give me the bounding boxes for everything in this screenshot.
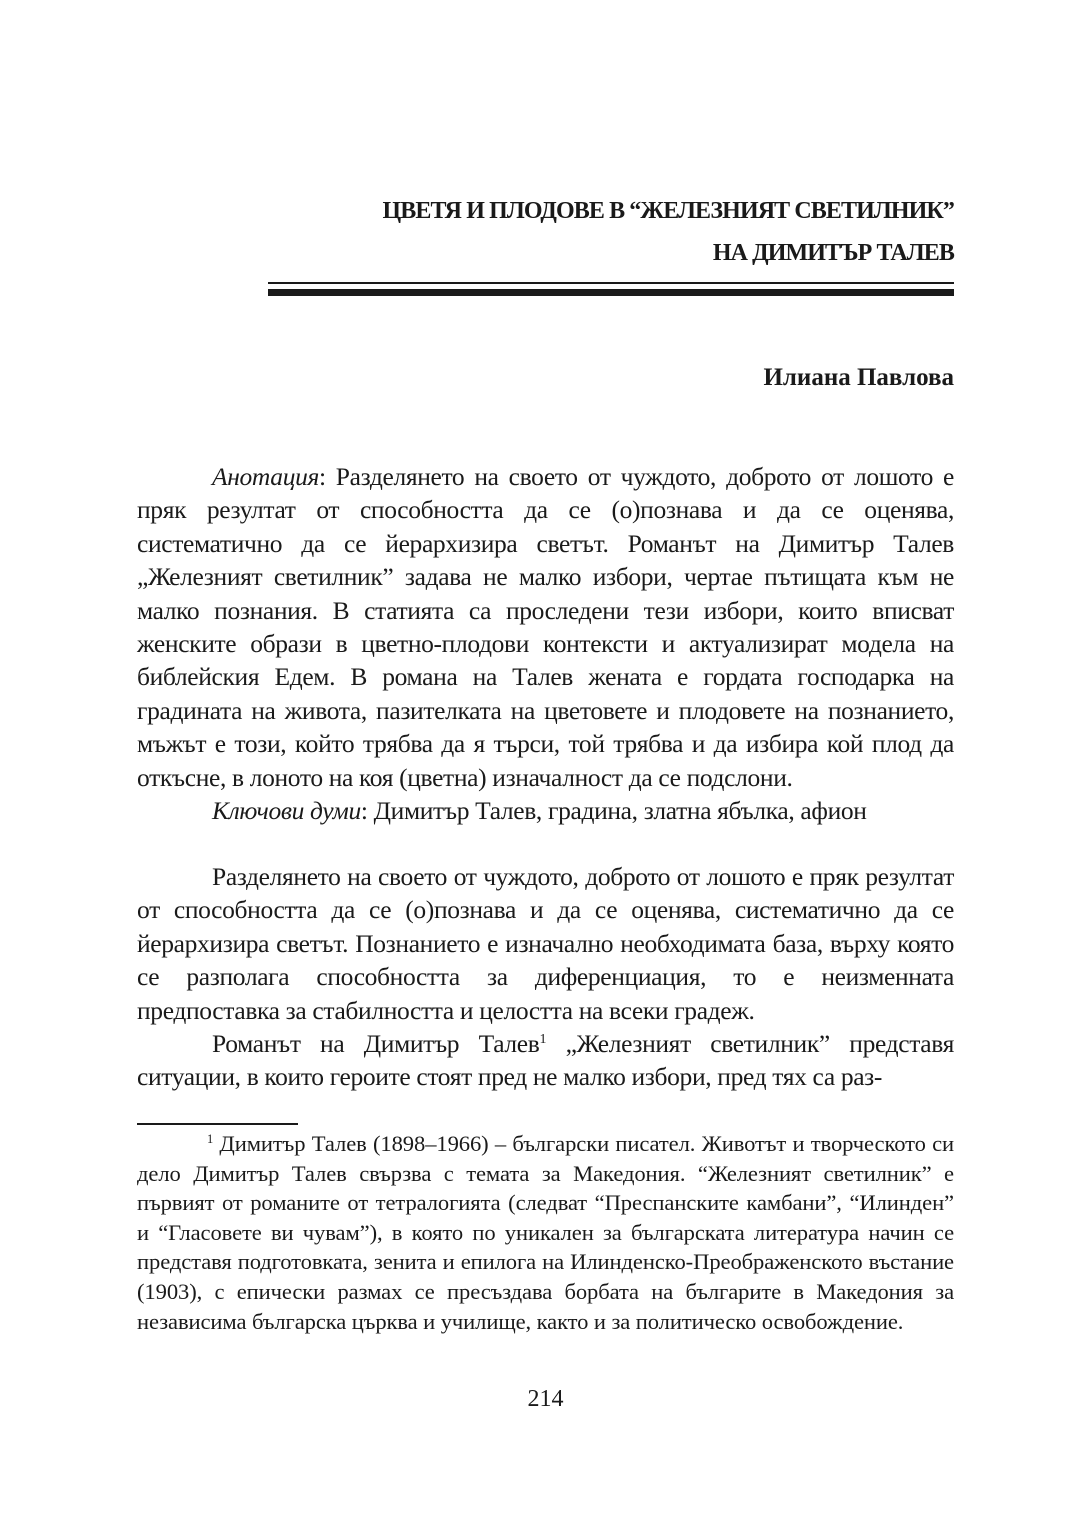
- abstract-section: [137, 460, 954, 827]
- footnote-marker: 1: [207, 1131, 214, 1146]
- title-rule-thin: [268, 282, 954, 284]
- footnote-text: Димитър Талев (1898–1966) – български писател. Животът и творческото си дело Димитър Талев свързва с темата за Македония. “Железният светилник” е първият от романите от тетралогията (следват “Преспанските камбани”, “Илинден” и “Гласовете ви чувам”), в която по уникален за българската литература начин се представя подготовката, зенита и епилога на Илинденско-Преображенското въстание (1903), с епически размах се пресъздава борбата на българите в Македония за независима българска църква и училище, както и за политическо освобождение.: [137, 1131, 954, 1334]
- keywords-paragraph: [137, 794, 954, 827]
- title-rule-thick: [268, 289, 954, 296]
- abstract-paragraph: [137, 460, 954, 794]
- body-paragraph-2-rest: „Железният светилник” представя ситуации, в които героите стоят пред не малко избори, пред тях са раз-: [137, 1029, 954, 1092]
- body-paragraph-2-start: Романът на Димитър Талев: [212, 1029, 540, 1059]
- keywords-text: : Димитър Талев, градина, златна ябълка, афион: [360, 796, 867, 826]
- title-line-1: ЦВЕТЯ И ПЛОДОВЕ В “ЖЕЛЕЗНИЯТ СВЕТИЛНИК”: [382, 198, 954, 224]
- body-paragraph-1: Разделянето на своето от чуждото, доброто от лошото е пряк резултат от способността да се (о)познава и да се оценява, систематично да се йерархизира светът. Познанието е изначално необходимата база, върху която се разполага способността за диференциация, то е неизменната предпоставка за стабилността и целостта на всеки градеж.: [137, 862, 954, 1025]
- abstract-label: Анотация: [212, 462, 320, 491]
- article-title: [268, 190, 954, 274]
- footnote-1: [137, 1129, 954, 1336]
- footnote-separator: [137, 1123, 298, 1125]
- title-line-2: НА ДИМИТЪР ТАЛЕВ: [712, 240, 954, 266]
- footnote-section: [137, 1129, 954, 1336]
- footnote-reference[interactable]: 1: [539, 1031, 547, 1047]
- keywords-label: Ключови думи: [212, 796, 361, 826]
- body-paragraph-2: [137, 1027, 954, 1094]
- page-number: 214: [527, 1386, 564, 1412]
- abstract-text: : Разделянето на своето от чуждото, доброто от лошото е пряк резултат от способността да се (о)познава и да се оценява, систематично да се йерархизира светът. Романът на Димитър Талев „Железният светилник” задава не малко избори, чертае пътищата към не малко познания. В статията са проследени тези избори, които вписват женските образи в цветно-плодови контексти и актуализират модела на библейския Едем. В романа на Талев жената е гордата господарка на градината на живота, пазителката на цветовете и плодовете на познанието, мъжът е този, който трябва да я търси, той трябва и да избира кой плод да откъсне, в лоното на коя (цветна) изначалност да се подслони.: [137, 462, 954, 792]
- author-name: Илиана Павлова: [763, 364, 954, 391]
- body-section: [137, 860, 954, 1094]
